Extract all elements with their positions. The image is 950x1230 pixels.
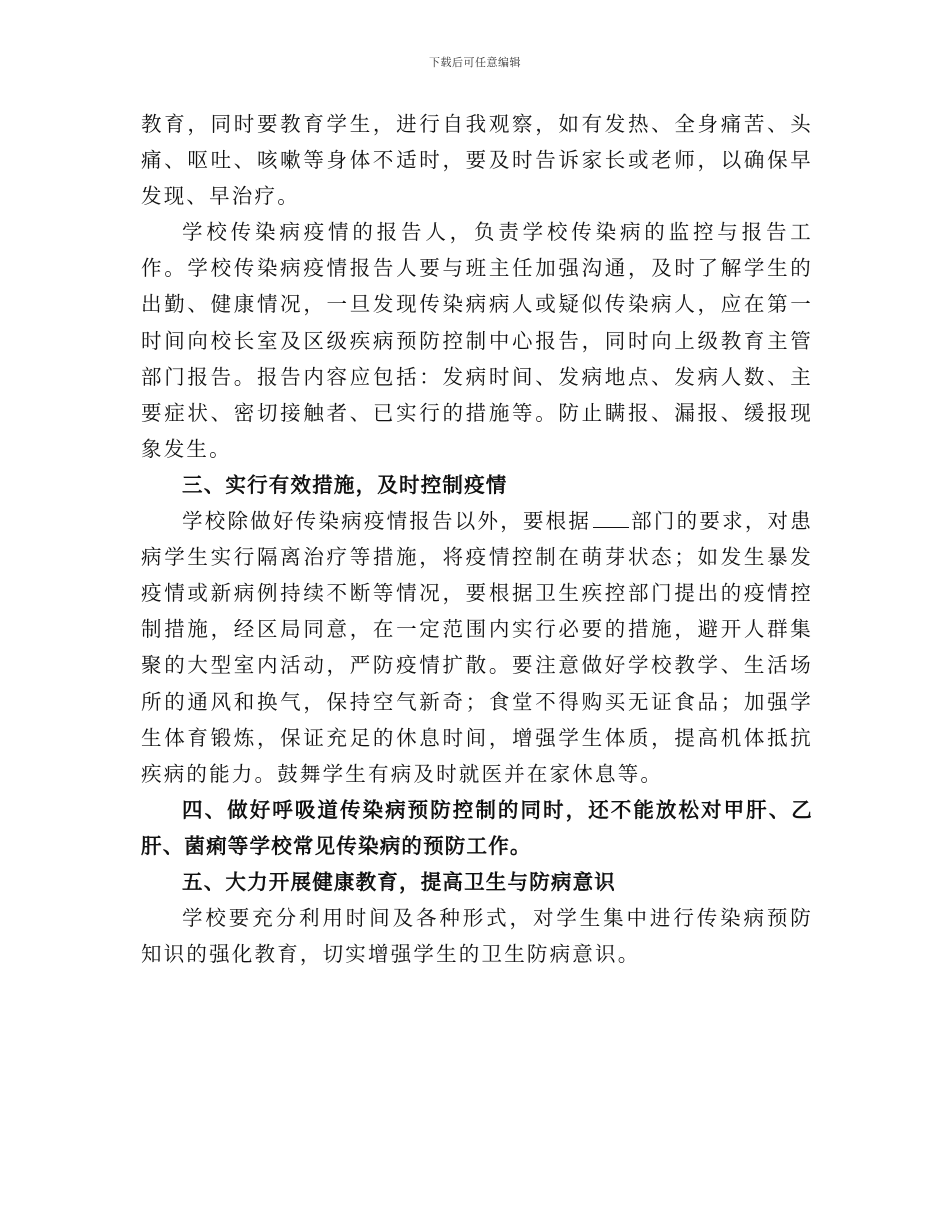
paragraph-measures-start: 学校除做好传染病疫情报告以外，要根据 — [182, 509, 592, 534]
paragraph-measures-rest: 部门的要求，对患病学生实行隔离治疗等措施，将疫情控制在萌芽状态；如发生暴发疫情或新病例持续不断等情况，要根据卫生疾控部门提出的疫情控制措施，经区局同意，在一定范围内实行必要的措施，避开人群集聚的大型室内活动，严防疫情扩散。要注意做好学校教学、生活场所的通风和换气，保持空气新奇；食堂不得购买无证食品；加强学生体育锻炼，保证充足的休息时间，增强学生体质，提高机体抵抗疾病的能力。鼓舞学生有病及时就医并在家休息等。 — [141, 509, 813, 786]
section-heading-4: 四、做好呼吸道传染病预防控制的同时，还不能放松对甲肝、乙肝、菌痢等学校常见传染病的预防工作。 — [141, 797, 813, 858]
section-heading-3: 三、实行有效措施，及时控制疫情 — [182, 472, 508, 497]
section-heading-5: 五、大力开展健康教育，提高卫生与防病意识 — [182, 869, 616, 894]
paragraph-continuation: 教育，同时要教育学生，进行自我观察，如有发热、全身痛苦、头痛、呕吐、咳嗽等身体不适时，要及时告诉家长或老师，以确保早发现、早治疗。 — [141, 112, 813, 209]
paragraph-measures — [141, 503, 813, 792]
paragraph-reporter: 学校传染病疫情的报告人，负责学校传染病的监控与报告工作。学校传染病疫情报告人要与班主任加强沟通，及时了解学生的出勤、健康情况，一旦发现传染病病人或疑似传染病人，应在第一时间向校长室及区级疾病预防控制中心报告，同时向上级教育主管部门报告。报告内容应包括：发病时间、发病地点、发病人数、主要症状、密切接触者、已实行的措施等。防止瞒报、漏报、缓报现象发生。 — [141, 220, 813, 461]
blank-underline — [593, 511, 629, 528]
document-body — [141, 106, 813, 972]
paragraph-education: 学校要充分利用时间及各种形式，对学生集中进行传染病预防知识的强化教育，切实增强学生的卫生防病意识。 — [141, 906, 813, 967]
page-header: 下载后可任意编辑 — [429, 56, 521, 69]
